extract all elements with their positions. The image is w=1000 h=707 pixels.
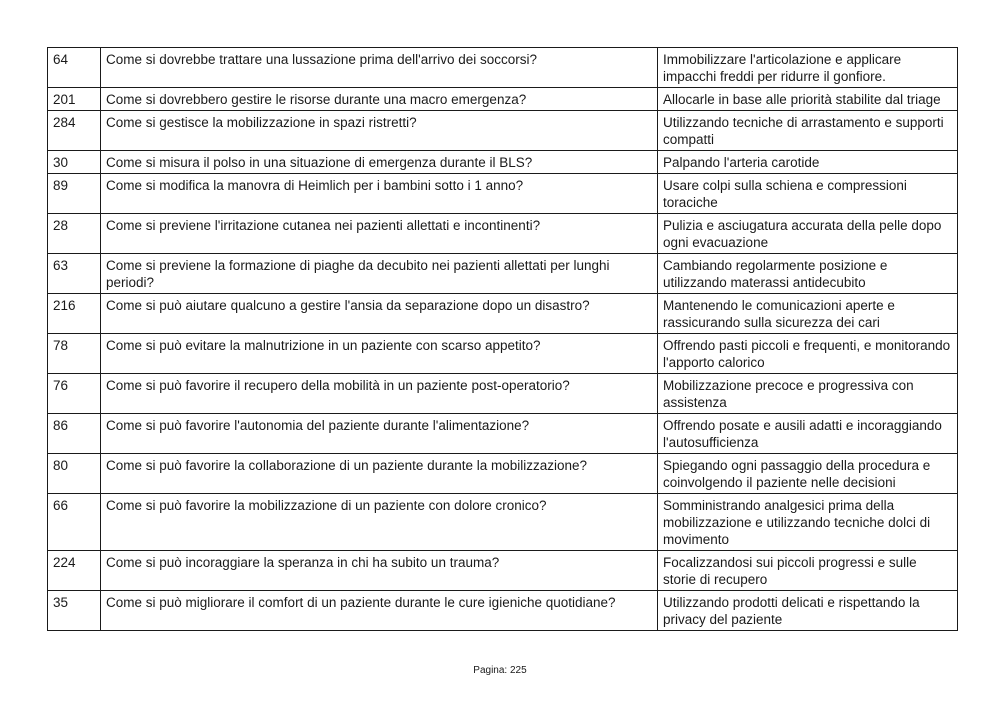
question-text: Come si dovrebbe trattare una lussazione prima dell'arrivo dei soccorsi? (101, 48, 658, 88)
question-number: 63 (48, 254, 101, 294)
question-number: 28 (48, 214, 101, 254)
qa-table-body (48, 48, 958, 631)
question-text: Come si può favorire l'autonomia del paziente durante l'alimentazione? (101, 414, 658, 454)
question-number: 284 (48, 111, 101, 151)
table-row (48, 174, 958, 214)
question-number: 35 (48, 591, 101, 631)
table-row (48, 151, 958, 174)
answer-text: Allocarle in base alle priorità stabilite dal triage (658, 88, 958, 111)
table-row (48, 454, 958, 494)
question-text: Come si può migliorare il comfort di un paziente durante le cure igieniche quotidiane? (101, 591, 658, 631)
question-text: Come si dovrebbero gestire le risorse durante una macro emergenza? (101, 88, 658, 111)
answer-text: Cambiando regolarmente posizione e utilizzando materassi antidecubito (658, 254, 958, 294)
question-number: 216 (48, 294, 101, 334)
question-number: 78 (48, 334, 101, 374)
question-number: 64 (48, 48, 101, 88)
answer-text: Spiegando ogni passaggio della procedura e coinvolgendo il paziente nelle decisioni (658, 454, 958, 494)
question-number: 224 (48, 551, 101, 591)
question-number: 86 (48, 414, 101, 454)
answer-text: Pulizia e asciugatura accurata della pelle dopo ogni evacuazione (658, 214, 958, 254)
answer-text: Mantenendo le comunicazioni aperte e rassicurando sulla sicurezza dei cari (658, 294, 958, 334)
answer-text: Focalizzandosi sui piccoli progressi e sulle storie di recupero (658, 551, 958, 591)
question-text: Come si può evitare la malnutrizione in un paziente con scarso appetito? (101, 334, 658, 374)
question-text: Come si modifica la manovra di Heimlich per i bambini sotto i 1 anno? (101, 174, 658, 214)
page-number: Pagina: 225 (473, 665, 527, 676)
qa-table (47, 47, 958, 631)
question-number: 76 (48, 374, 101, 414)
question-number: 89 (48, 174, 101, 214)
question-number: 201 (48, 88, 101, 111)
question-text: Come si può favorire il recupero della mobilità in un paziente post-operatorio? (101, 374, 658, 414)
answer-text: Utilizzando tecniche di arrastamento e supporti compatti (658, 111, 958, 151)
question-text: Come si previene la formazione di piaghe da decubito nei pazienti allettati per lunghi periodi? (101, 254, 658, 294)
table-row (48, 48, 958, 88)
answer-text: Offrendo posate e ausili adatti e incoraggiando l'autosufficienza (658, 414, 958, 454)
question-text: Come si può aiutare qualcuno a gestire l'ansia da separazione dopo un disastro? (101, 294, 658, 334)
table-row (48, 254, 958, 294)
table-row (48, 374, 958, 414)
table-row (48, 88, 958, 111)
answer-text: Usare colpi sulla schiena e compressioni toraciche (658, 174, 958, 214)
question-text: Come si misura il polso in una situazione di emergenza durante il BLS? (101, 151, 658, 174)
table-row (48, 111, 958, 151)
question-number: 80 (48, 454, 101, 494)
answer-text: Offrendo pasti piccoli e frequenti, e monitorando l'apporto calorico (658, 334, 958, 374)
table-row (48, 334, 958, 374)
table-row (48, 494, 958, 551)
question-text: Come si gestisce la mobilizzazione in spazi ristretti? (101, 111, 658, 151)
table-row (48, 591, 958, 631)
question-text: Come si può favorire la collaborazione di un paziente durante la mobilizzazione? (101, 454, 658, 494)
answer-text: Mobilizzazione precoce e progressiva con assistenza (658, 374, 958, 414)
question-number: 30 (48, 151, 101, 174)
answer-text: Utilizzando prodotti delicati e rispettando la privacy del paziente (658, 591, 958, 631)
answer-text: Immobilizzare l'articolazione e applicare impacchi freddi per ridurre il gonfiore. (658, 48, 958, 88)
table-row (48, 294, 958, 334)
table-row (48, 551, 958, 591)
answer-text: Somministrando analgesici prima della mobilizzazione e utilizzando tecniche dolci di movimento (658, 494, 958, 551)
question-text: Come si può favorire la mobilizzazione di un paziente con dolore cronico? (101, 494, 658, 551)
answer-text: Palpando l'arteria carotide (658, 151, 958, 174)
question-text: Come si può incoraggiare la speranza in chi ha subito un trauma? (101, 551, 658, 591)
question-number: 66 (48, 494, 101, 551)
table-row (48, 214, 958, 254)
question-text: Come si previene l'irritazione cutanea nei pazienti allettati e incontinenti? (101, 214, 658, 254)
table-row (48, 414, 958, 454)
